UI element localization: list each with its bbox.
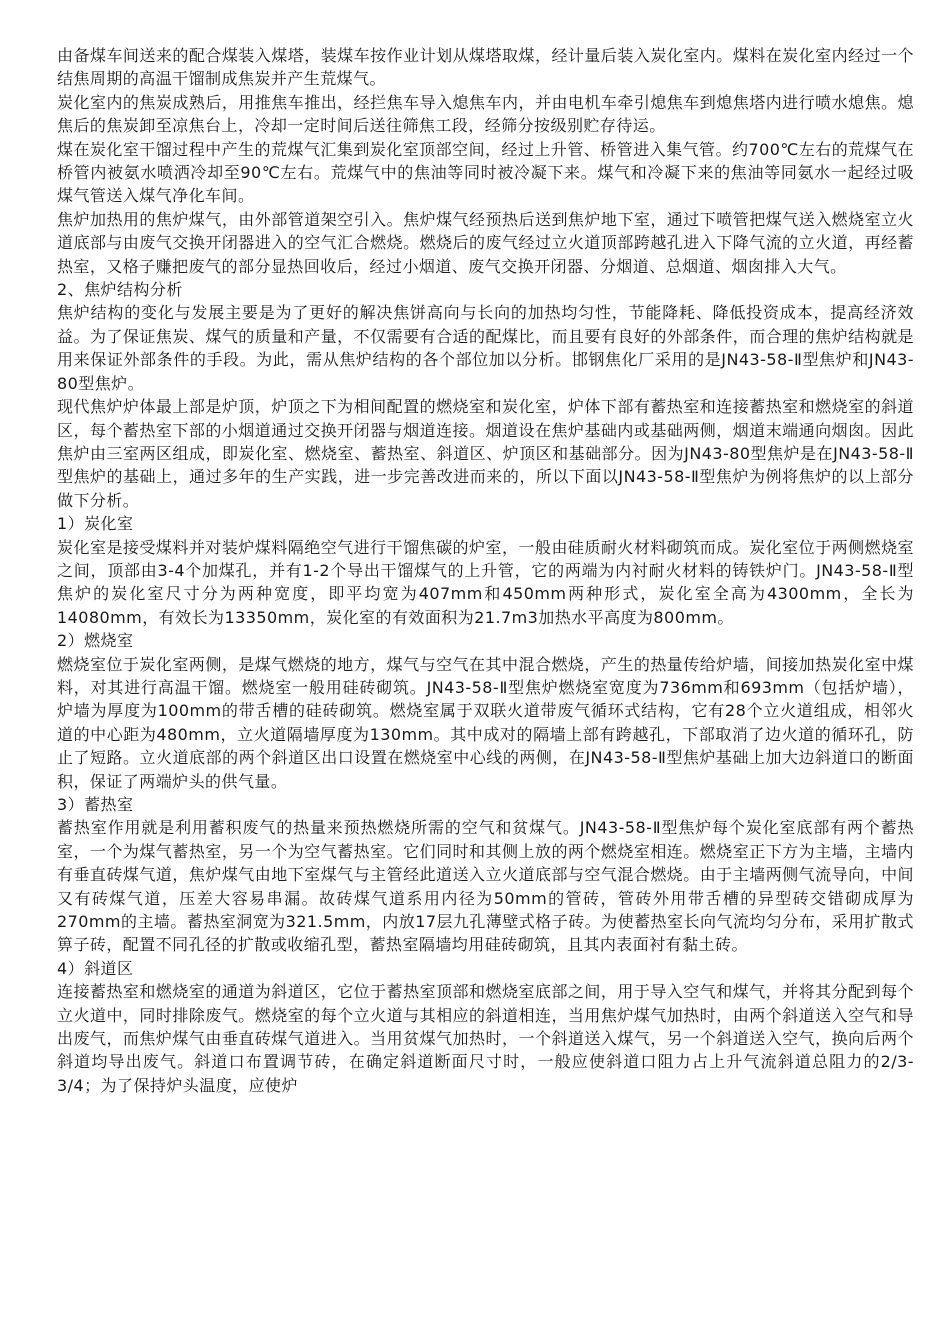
heading-regenerator: 3）蓄热室 — [57, 795, 134, 814]
paragraph-combustion-chamber: 燃烧室位于炭化室两侧，是煤气燃烧的地方，煤气与空气在其中混合燃烧，产生的热量传给炉墙，间接加热炭化室中煤料，对其进行高温干馏。燃烧室一般用硅砖砌筑。JN43-58-Ⅱ型焦炉燃烧室宽度为736mm和693mm（包括炉墙），炉墙为厚度为100mm的带舌槽的硅砖砌筑。燃烧室属于双联火道带废气循环式结构，它有28个立火道组成，相邻火道的中心距为480mm，立火道隔墙厚度为130mm。其中成对的隔墙上部有跨越孔，下部取消了边火道的循环孔，防止了短路。立火道底部的两个斜道区出口设置在燃烧室中心线的两侧，在JN43-58-Ⅱ型焦炉基础上加大边斜道口的断面积，保证了两端炉头的供气量。 — [57, 654, 914, 791]
paragraph-heating-gas: 焦炉加热用的焦炉煤气，由外部管道架空引入。焦炉煤气经预热后送到焦炉地下室，通过下喷管把煤气送入燃烧室立火道底部与由废气交换开闭器进入的空气汇合燃烧。燃烧后的废气经过立火道顶部跨越孔进入下降气流的立火道，再经蓄热室，又格子赚把废气的部分显热回收后，经过小烟道、废气交换开闭器、分烟道、总烟道、烟囱排入大气。 — [57, 209, 914, 276]
paragraph-coal-charging: 由备煤车间送来的配合煤装入煤塔，装煤车按作业计划从煤塔取煤，经计量后装入炭化室内。煤料在炭化室内经过一个结焦周期的高温干馏制成焦炭并产生荒煤气。 — [57, 46, 914, 89]
heading-combustion-chamber: 2）燃烧室 — [57, 631, 134, 651]
paragraph-raw-gas: 煤在炭化室干馏过程中产生的荒煤气汇集到炭化室顶部空间，经过上升管、桥管进入集气管。约700℃左右的荒煤气在桥管内被氨水喷洒冷却至90℃左右。荒煤气中的焦油等同时被冷凝下来。煤气和冷凝下来的焦油等同氨水一起经过吸煤气管送入煤气净化车间。 — [57, 139, 914, 206]
heading-structure-analysis: 2、焦炉结构分析 — [57, 280, 183, 300]
paragraph-structure-intro: 焦炉结构的变化与发展主要是为了更好的解决焦饼高向与长向的加热均匀性，节能降耗、降低投资成本，提高经济效益。为了保证焦炭、煤气的质量和产量，不仅需要有合适的配煤比，而且要有良好的外部条件，而合理的焦炉结构就是用来保证外部条件的手段。为此，需从焦炉结构的各个部位加以分析。邯钢焦化厂采用的是JN43-58-Ⅱ型焦炉和JN43-80型焦炉。 — [57, 303, 914, 393]
paragraph-modern-oven: 现代焦炉炉体最上部是炉顶，炉顶之下为相间配置的燃烧室和炭化室，炉体下部有蓄热室和连接蓄热室和燃烧室的斜道区，每个蓄热室下部的小烟道通过交换开闭器与烟道连接。烟道设在焦炉基础内或基础两侧，烟道末端通向烟囱。因此焦炉由三室两区组成，即炭化室、燃烧室、蓄热室、斜道区、炉顶区和基础部分。因为JN43-80型焦炉是在JN43-58-Ⅱ型焦炉的基础上，通过多年的生产实践，进一步完善改进而来的，所以下面以JN43-58-Ⅱ型焦炉为例将焦炉的以上部分做下分析。 — [57, 397, 914, 510]
paragraph-carbonization-chamber: 炭化室是接受煤料并对装炉煤料隔绝空气进行干馏焦碳的炉室，一般由硅质耐火材料砌筑而成。炭化室位于两侧燃烧室之间，顶部由3-4个加煤孔，并有1-2个导出干馏煤气的上升管，它的两端为内衬耐火材料的铸铁炉门。JN43-58-Ⅱ型焦炉的炭化室尺寸分为两种宽度，即平均宽为407mm和450mm两种形式，炭化室全高为4300mm，全长为14080mm，有效长为13350mm，炭化室的有效面积为21.7m3加热水平高度为800mm。 — [57, 537, 914, 627]
paragraph-coke-pushing: 炭化室内的焦炭成熟后，用推焦车推出，经拦焦车导入熄焦车内，并由电机车牵引熄焦车到熄焦塔内进行喷水熄焦。熄焦后的焦炭卸至凉焦台上，冷却一定时间后送往筛焦工段，经筛分按级别贮存待运。 — [57, 92, 914, 136]
paragraph-chute-zone: 连接蓄热室和燃烧室的通道为斜道区，它位于蓄热室顶部和燃烧室底部之间，用于导入空气和煤气，并将其分配到每个立火道中，同时排除废气。燃烧室的每个立火道与其相应的斜道相连，当用焦炉煤气加热时，由两个斜道送入空气和导出废气，而焦炉煤气由垂直砖煤气道进入。当用贫煤气加热时，一个斜道送入煤气，另一个斜道送入空气，换向后两个斜道均导出废气。斜道口布置调节砖，在确定斜道断面尺寸时，一般应使斜道口阻力占上升气流斜道总阻力的2/3-3/4；为了保持炉头温度，应使炉 — [57, 982, 914, 1095]
paragraph-regenerator: 蓄热室作用就是利用蓄积废气的热量来预热燃烧所需的空气和贫煤气。JN43-58-Ⅱ型焦炉每个炭化室底部有两个蓄热室，一个为煤气蓄热室，另一个为空气蓄热室。它们同时和其侧上放的两个燃烧室相连。燃烧室正下方为主墙，主墙内有垂直砖煤气道，焦炉煤气由地下室煤气与主管经此道送入立火道底部与空气混合燃烧。由于主墙两侧气流导向，中间又有砖煤气道，压差大容易串漏。故砖煤气道系用内径为50mm的管砖，管砖外用带舌槽的异型砖交错砌成厚为270mm的主墙。蓄热室洞宽为321.5mm，内放17层九孔薄壁式格子砖。为使蓄热室长向气流均匀分布，采用扩散式箅子砖，配置不同孔径的扩散或收缩孔型，蓄热室隔墙均用硅砖砌筑，且其内表面衬有黏土砖。 — [57, 818, 914, 955]
heading-chute-zone: 4）斜道区 — [57, 958, 134, 978]
heading-carbonization-chamber: 1）炭化室 — [57, 514, 134, 534]
